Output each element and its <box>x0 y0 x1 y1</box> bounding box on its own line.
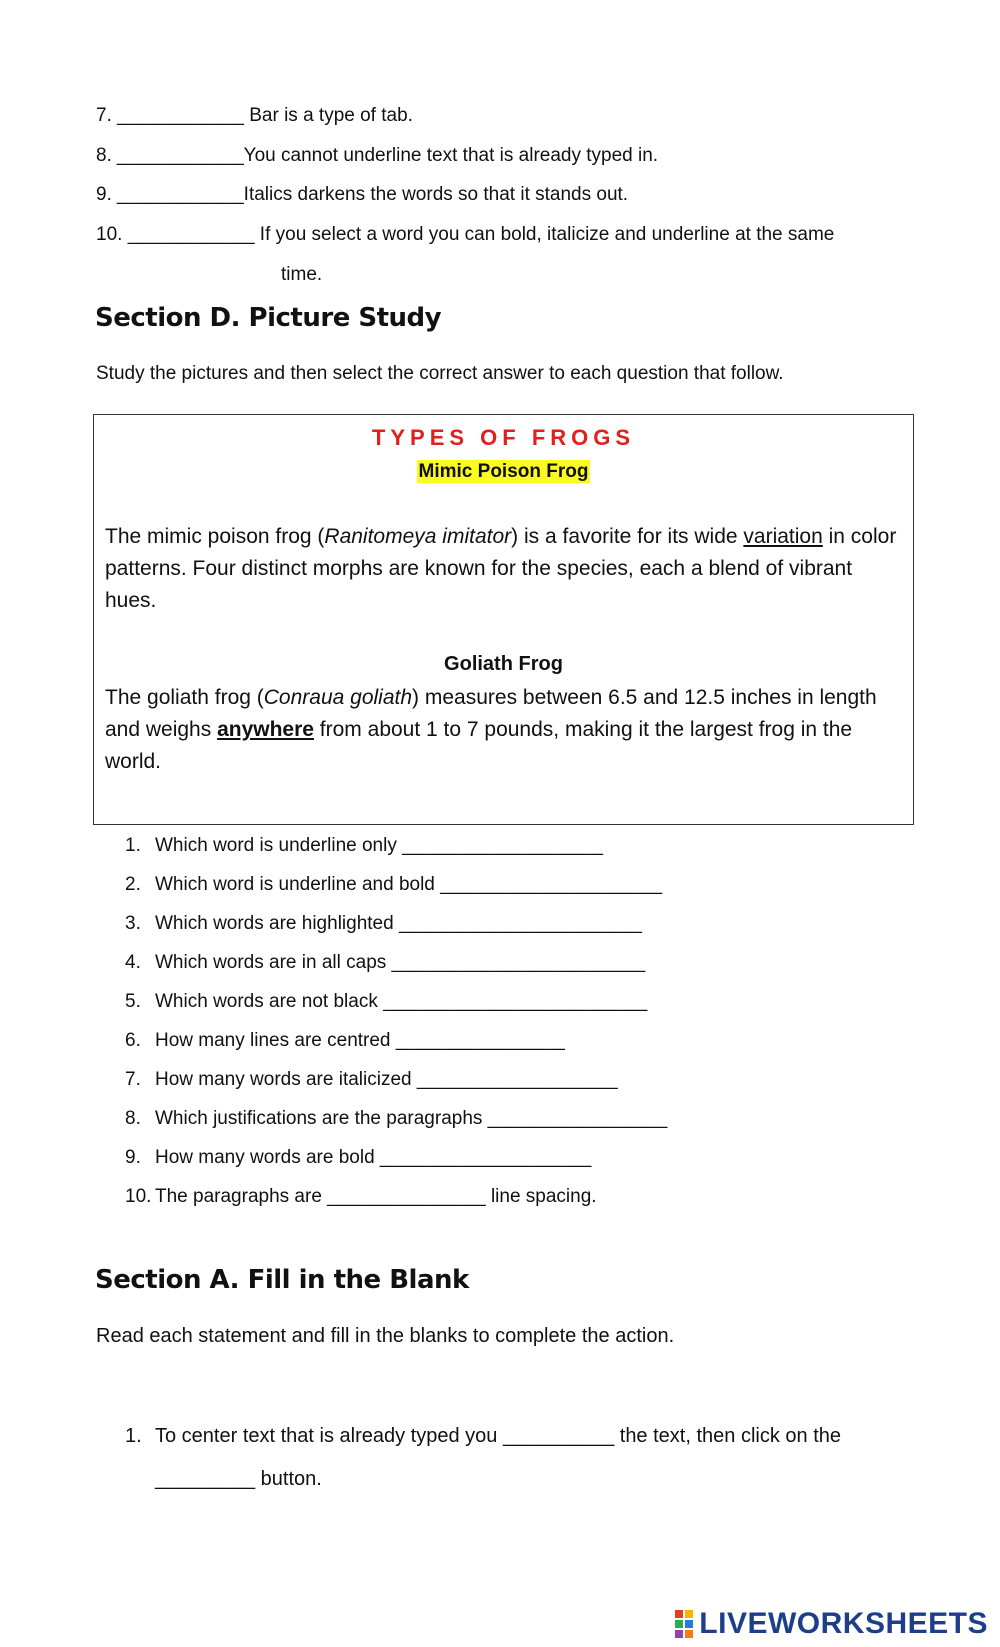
para-text: ) is a favorite for its wide <box>511 525 744 548</box>
top-item-9 <box>96 184 628 206</box>
top-item-text: ____________You cannot underline text that is already typed in. <box>116 145 659 166</box>
goliath-frog-paragraph <box>105 682 905 778</box>
question-number: 7. <box>125 1069 141 1090</box>
top-item-number: 10. <box>96 224 123 245</box>
question-number: 3. <box>125 913 141 934</box>
mimic-poison-frog-heading: Mimic Poison Frog <box>418 461 589 482</box>
question-number: 8. <box>125 1108 141 1129</box>
question-line-2: _________ button. <box>155 1468 322 1490</box>
para-text: from about 1 to 7 pounds, making it the largest frog in the world. <box>105 718 853 773</box>
question-number: 5. <box>125 991 141 1012</box>
section-d-heading: Section D. Picture Study <box>95 303 442 333</box>
bold-underlined-word: anywhere <box>217 718 314 741</box>
question-text: The paragraphs are _______________ line spacing. <box>155 1186 597 1207</box>
question-text: How many lines are centred ________________ <box>155 1030 565 1051</box>
top-item-text: ____________Italics darkens the words so that it stands out. <box>116 184 629 205</box>
top-item-number: 7. <box>96 105 112 126</box>
question-text: Which words are highlighted _______________________ <box>155 913 642 934</box>
goliath-frog-heading: Goliath Frog <box>444 653 563 675</box>
question-number: 1. <box>125 1425 142 1447</box>
top-item-10-continuation: time. <box>281 264 323 285</box>
question-text: Which words are not black _________________________ <box>155 991 648 1012</box>
question-number: 6. <box>125 1030 141 1051</box>
question-number: 4. <box>125 952 141 973</box>
top-item-text: ____________ Bar is a type of tab. <box>117 105 413 126</box>
top-item-10 <box>96 224 834 246</box>
question-text: Which justifications are the paragraphs _________________ <box>155 1108 668 1129</box>
question-number: 2. <box>125 874 141 895</box>
questions-list <box>125 835 905 1215</box>
question-text: How many words are bold ____________________ <box>155 1147 592 1168</box>
underlined-word: variation <box>743 525 823 548</box>
para-text: in color patterns. Four distinct morphs are known for the species, each a blend of vibrant hues. <box>105 525 897 612</box>
top-item-text: ____________ If you select a word you can bold, italicize and underline at the same <box>127 224 835 245</box>
question-text: Which word is underline and bold _____________________ <box>155 874 663 895</box>
top-item-number: 8. <box>96 145 112 166</box>
question-number: 9. <box>125 1147 141 1168</box>
para-text: The mimic poison frog ( <box>105 525 325 548</box>
para-text: The goliath frog ( <box>105 686 264 709</box>
question-number: 1. <box>125 835 141 856</box>
para-text: ) measures between 6.5 and 12.5 inches in length and weighs <box>105 686 877 741</box>
question-text: Which words are in all caps ________________________ <box>155 952 646 973</box>
frog-box-title: TYPES OF FROGS <box>371 425 636 450</box>
question-text: Which word is underline only ___________________ <box>155 835 603 856</box>
frog-info-box <box>93 414 914 825</box>
question-text: How many words are italicized ___________________ <box>155 1069 618 1090</box>
section-a-heading: Section A. Fill in the Blank <box>95 1265 469 1295</box>
mimic-frog-paragraph <box>105 521 905 617</box>
species-name-italic: Ranitomeya imitator <box>324 525 512 548</box>
top-item-number: 9. <box>96 184 112 205</box>
species-name-italic: Conraua goliath <box>263 686 413 709</box>
section-a-question-1 <box>125 1425 925 1505</box>
top-item-7 <box>96 105 413 127</box>
question-number: 10. <box>125 1186 152 1207</box>
question-line-1: To center text that is already typed you __________ the text, then click on the <box>155 1425 841 1447</box>
logo-blocks-icon <box>675 1610 693 1638</box>
top-item-8 <box>96 145 658 167</box>
liveworksheets-logo <box>675 1607 988 1641</box>
section-a-instruction: Read each statement and fill in the blanks to complete the action. <box>96 1325 675 1347</box>
section-d-instruction: Study the pictures and then select the correct answer to each question that follow. <box>96 363 784 384</box>
logo-text: LIVEWORKSHEETS <box>699 1607 988 1640</box>
